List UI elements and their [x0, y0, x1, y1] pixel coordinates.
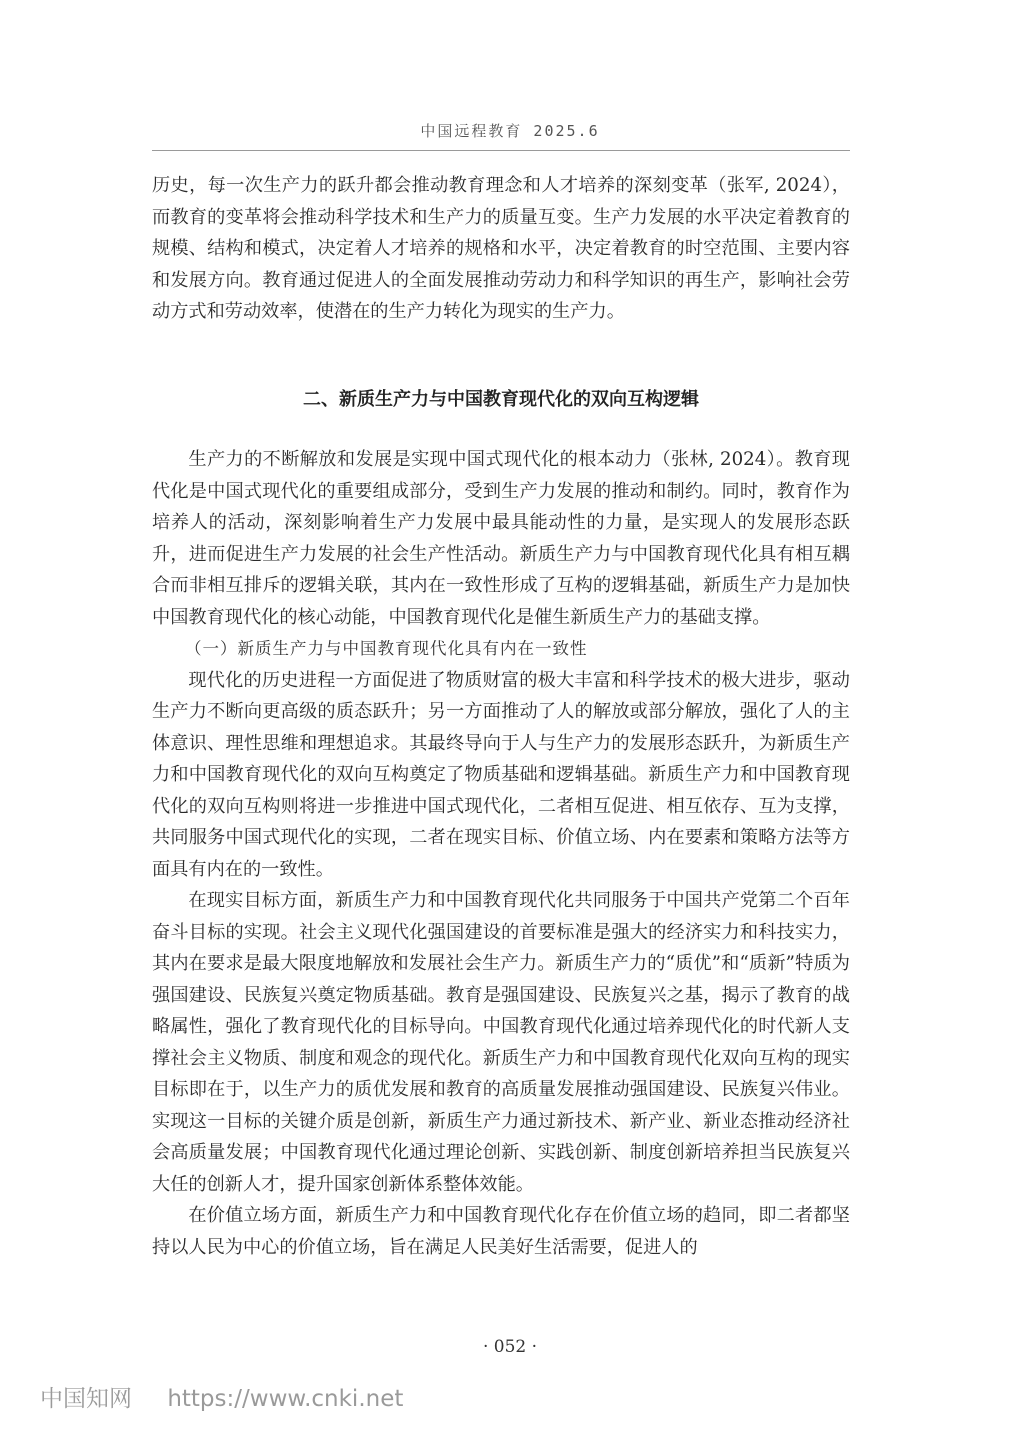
header-rule	[152, 150, 850, 151]
paragraph: 生产力的不断解放和发展是实现中国式现代化的根本动力（张林, 2024）。教育现代化是中国式现代化的重要组成部分，受到生产力发展的推动和制约。同时，教育作为培养人的活动，深刻影响着生产力发展中最具能动性的力量，是实现人的发展形态跃升，进而促进生产力发展的社会生产性活动。新质生产力与中国教育现代化具有相互耦合而非相互排斥的逻辑关联，其内在一致性形成了互构的逻辑基础，新质生产力是加快中国教育现代化的核心动能，中国教育现代化是催生新质生产力的基础支撑。	[152, 449, 850, 628]
body-text-main	[152, 444, 850, 1263]
paragraph: 在价值立场方面，新质生产力和中国教育现代化存在价值立场的趋同，即二者都坚持以人民为中心的价值立场，旨在满足人民美好生活需要，促进人的	[152, 1205, 850, 1258]
section-title: 二、新质生产力与中国教育现代化的双向互构逻辑	[303, 389, 699, 410]
running-head: 中国远程教育 2025.6	[420, 122, 600, 140]
paragraph: 在现实目标方面，新质生产力和中国教育现代化共同服务于中国共产党第二个百年奋斗目标的实现。社会主义现代化强国建设的首要标准是强大的经济实力和科技实力，其内在要求是最大限度地解放和发展社会生产力。新质生产力的“质优”和“质新”特质为强国建设、民族复兴奠定物质基础。教育是强国建设、民族复兴之基，揭示了教育的战略属性，强化了教育现代化的目标导向。中国教育现代化通过培养现代化的时代新人支撑社会主义物质、制度和观念的现代化。新质生产力和中国教育现代化双向互构的现实目标即在于，以生产力的质优发展和教育的高质量发展推动强国建设、民族复兴伟业。实现这一目标的关键介质是创新，新质生产力通过新技术、新产业、新业态推动经济社会高质量发展；中国教育现代化通过理论创新、实践创新、制度创新培养担当民族复兴大任的创新人才，提升国家创新体系整体效能。	[152, 890, 850, 1195]
watermark-brand: 中国知网	[40, 1386, 132, 1412]
body-text-top	[152, 170, 850, 328]
watermark-url[interactable]: https://www.cnki.net	[167, 1386, 404, 1412]
watermark	[40, 1380, 403, 1413]
page-number: · 052 ·	[482, 1337, 538, 1357]
paragraph: 历史，每一次生产力的跃升都会推动教育理念和人才培养的深刻变革（张军, 2024），而教育的变革将会推动科学技术和生产力的质量互变。生产力发展的水平决定着教育的规模、结构和模式，决定着人才培养的规格和水平，决定着教育的时空范围、主要内容和发展方向。教育通过促进人的全面发展推动劳动力和科学知识的再生产，影响社会劳动方式和劳动效率，使潜在的生产力转化为现实的生产力。	[152, 175, 850, 322]
paragraph: 现代化的历史进程一方面促进了物质财富的极大丰富和科学技术的极大进步，驱动生产力不断向更高级的质态跃升；另一方面推动了人的解放或部分解放，强化了人的主体意识、理性思维和理想追求。其最终导向于人与生产力的发展形态跃升，为新质生产力和中国教育现代化的双向互构奠定了物质基础和逻辑基础。新质生产力和中国教育现代化的双向互构则将进一步推进中国式现代化，二者相互促进、相互依存、互为支撑，共同服务中国式现代化的实现，二者在现实目标、价值立场、内在要素和策略方法等方面具有内在的一致性。	[152, 669, 850, 880]
subsection-heading: （一）新质生产力与中国教育现代化具有内在一致性	[185, 639, 588, 658]
